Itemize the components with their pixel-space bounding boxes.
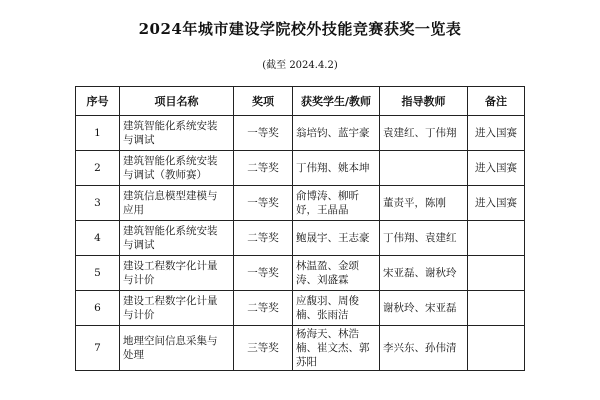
cell-no: 2 (76, 151, 120, 186)
cell-note: 进入国赛 (468, 186, 525, 221)
header-advisors: 指导教师 (380, 87, 468, 116)
cell-project: 地理空间信息采集与 处理 (120, 326, 234, 371)
header-no: 序号 (76, 87, 120, 116)
cell-winners: 林温盈、金颂 涛、刘盛霖 (293, 256, 380, 291)
cell-award: 二等奖 (234, 151, 293, 186)
cell-advisors: 丁伟翔、袁建红 (380, 221, 468, 256)
cell-advisors: 董责平，陈刚 (380, 186, 468, 221)
cell-advisors: 宋亚磊、谢秋玲 (380, 256, 468, 291)
cell-no: 3 (76, 186, 120, 221)
cell-advisors (380, 151, 468, 186)
cell-advisors: 袁建红、丁伟翔 (380, 116, 468, 151)
cell-no: 7 (76, 326, 120, 371)
cell-winners: 鲍晟宇、王志豪 (293, 221, 380, 256)
cell-note: 进入国赛 (468, 151, 525, 186)
cell-note (468, 256, 525, 291)
cell-project: 建筑智能化系统安装 与调试 (120, 221, 234, 256)
cell-award: 二等奖 (234, 291, 293, 326)
table-row (76, 186, 525, 221)
table-row (76, 151, 525, 186)
awards-table (75, 86, 525, 371)
cell-note (468, 291, 525, 326)
cell-project: 建设工程数字化计量 与计价 (120, 256, 234, 291)
cell-no: 4 (76, 221, 120, 256)
cell-winners: 丁伟翔、姚本坤 (293, 151, 380, 186)
cell-award: 一等奖 (234, 186, 293, 221)
table-header-row (76, 87, 525, 116)
cell-note: 进入国赛 (468, 116, 525, 151)
cell-winners: 杨海天、林浩 楠、崔文杰、郭 苏阳 (293, 326, 380, 371)
table-row (76, 256, 525, 291)
header-project: 项目名称 (120, 87, 234, 116)
cell-project: 建筑智能化系统安装 与调试 (120, 116, 234, 151)
table-row (76, 291, 525, 326)
cell-winners: 应馥羽、周俊 楠、张雨洁 (293, 291, 380, 326)
cell-advisors: 谢秋玲、宋亚磊 (380, 291, 468, 326)
cell-winners: 翁培钧、蓝宇豪 (293, 116, 380, 151)
header-note: 备注 (468, 87, 525, 116)
cell-award: 三等奖 (234, 326, 293, 371)
cell-award: 二等奖 (234, 221, 293, 256)
table-row (76, 326, 525, 371)
cell-project: 建设工程数字化计量 与计价 (120, 291, 234, 326)
document-subtitle: (截至 2024.4.2) (262, 60, 338, 71)
cell-no: 6 (76, 291, 120, 326)
cell-note (468, 326, 525, 371)
table-row (76, 221, 525, 256)
cell-award: 一等奖 (234, 256, 293, 291)
cell-note (468, 221, 525, 256)
table-row (76, 116, 525, 151)
header-winners: 获奖学生/教师 (293, 87, 380, 116)
cell-award: 一等奖 (234, 116, 293, 151)
cell-project: 建筑智能化系统安装 与调试（教师赛） (120, 151, 234, 186)
cell-advisors: 李兴东、孙伟清 (380, 326, 468, 371)
cell-winners: 俞博涛、柳昕 妤，王晶晶 (293, 186, 380, 221)
cell-project: 建筑信息模型建模与 应用 (120, 186, 234, 221)
header-award: 奖项 (234, 87, 293, 116)
document-title: 2024年城市建设学院校外技能竞赛获奖一览表 (138, 20, 462, 38)
cell-no: 5 (76, 256, 120, 291)
cell-no: 1 (76, 116, 120, 151)
